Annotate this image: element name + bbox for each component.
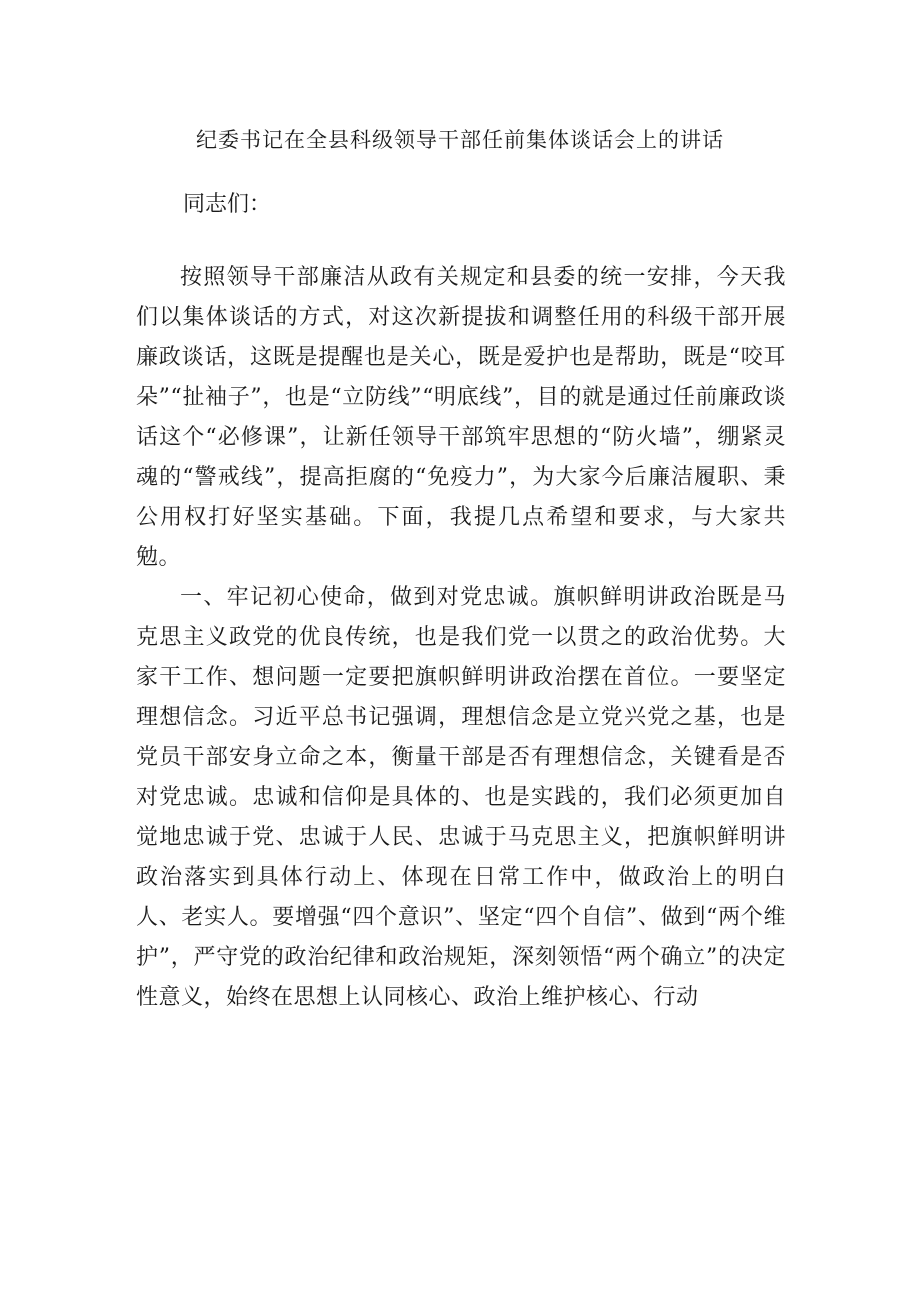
document-title: 纪委书记在全县科级领导干部任前集体谈话会上的讲话 bbox=[196, 128, 724, 152]
salutation: 同志们： bbox=[183, 192, 272, 217]
paragraph-section-one: 一、牢记初心使命，做到对党忠诚。旗帜鲜明讲政治既是马克思主义政党的优良传统，也是我们党一以贯之的政治优势。大家干工作、想问题一定要把旗帜鲜明讲政治摆在首位。一要坚定理想信念。习近平总书记强调，理想信念是立党兴党之基，也是党员干部安身立命之本，衡量干部是否有理想信念，关键看是否对党忠诚。忠诚和信仰是具体的、也是实践的，我们必须更加自觉地忠诚于党、忠诚于人民、忠诚于马克思主义，把旗帜鲜明讲政治落实到具体行动上、体现在日常工作中，做政治上的明白人、老实人。要增强“四个意识”、坚定“四个自信”、做到“两个维护”，严守党的政治纪律和政治规矩，深刻领悟“两个确立”的决定性意义，始终在思想上认同核心、政治上维护核心、行动 bbox=[136, 585, 786, 1010]
document-body bbox=[136, 258, 786, 1018]
paragraph-intro: 按照领导干部廉洁从政有关规定和县委的统一安排，今天我们以集体谈话的方式，对这次新提拔和调整任用的科级干部开展廉政谈话，这既是提醒也是关心，既是爱护也是帮助，既是“咬耳朵”“扯袖子”，也是“立防线”“明底线”，目的就是通过任前廉政谈话这个“必修课”，让新任领导干部筑牢思想的“防火墙”，绷紧灵魂的“警戒线”，提高拒腐的“免疫力”，为大家今后廉洁履职、秉公用权打好坚实基础。下面，我提几点希望和要求，与大家共勉。 bbox=[136, 265, 786, 570]
